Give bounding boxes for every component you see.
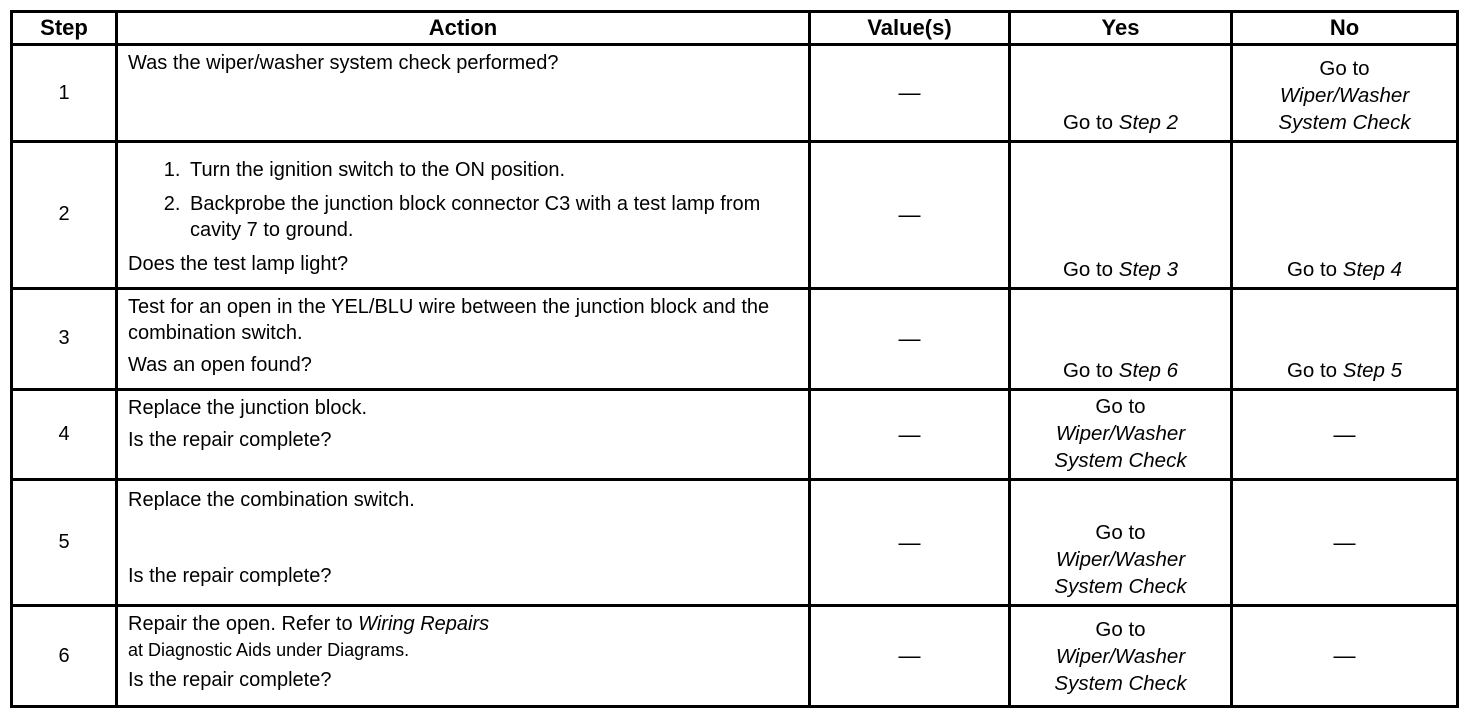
step-number: 1 [12, 45, 117, 142]
wiring-repairs-link[interactable]: Wiring Repairs [358, 613, 490, 636]
yes-cell[interactable]: Go to Wiper/Washer System Check [1010, 389, 1232, 480]
action-question: Is the repair complete? [128, 565, 332, 588]
action-question: Does the test lamp light? [128, 252, 349, 275]
action-text: Replace the combination switch. [128, 489, 415, 512]
no-cell[interactable]: Go to Step 5 [1232, 288, 1458, 389]
action-cell [117, 480, 810, 606]
header-action: Action [117, 12, 810, 45]
no-cell[interactable]: Go to Wiper/Washer System Check [1232, 45, 1458, 142]
step-number: 4 [12, 389, 117, 480]
action-cell [117, 606, 810, 707]
header-yes: Yes [1010, 12, 1232, 45]
yes-cell[interactable]: Go to Step 3 [1010, 141, 1232, 288]
instruction-item: 1. Turn the ignition switch to the ON position. [186, 157, 798, 183]
action-cell [117, 288, 810, 389]
instruction-item: 2. Backprobe the junction block connector C3 with a test lamp from cavity 7 to ground. [186, 191, 798, 243]
action-question: Was the wiper/washer system check performed? [128, 52, 559, 75]
value-cell: — [810, 480, 1010, 606]
yes-cell[interactable]: Go to Step 2 [1010, 45, 1232, 142]
no-cell: — [1232, 606, 1458, 707]
step-number: 2 [12, 141, 117, 288]
action-question: Is the repair complete? [128, 669, 332, 692]
action-text: Replace the junction block. [128, 396, 368, 419]
action-text: Test for an open in the YEL/BLU wire between the junction block and the combination switch. [128, 295, 770, 344]
no-cell: — [1232, 389, 1458, 480]
header-step: Step [12, 12, 117, 45]
value-cell: — [810, 141, 1010, 288]
action-text-secondary: at Diagnostic Aids under Diagrams. [128, 640, 410, 661]
table-row [12, 141, 1458, 288]
table-row [12, 480, 1458, 606]
header-row [12, 12, 1458, 45]
value-cell: — [810, 288, 1010, 389]
action-cell [117, 45, 810, 142]
instruction-list [128, 157, 798, 243]
table-row [12, 389, 1458, 480]
table-row [12, 606, 1458, 707]
value-cell: — [810, 45, 1010, 142]
no-cell[interactable]: Go to Step 4 [1232, 141, 1458, 288]
action-question: Was an open found? [128, 353, 312, 376]
yes-cell[interactable]: Go to Wiper/Washer System Check [1010, 606, 1232, 707]
yes-cell[interactable]: Go to Wiper/Washer System Check [1010, 480, 1232, 606]
action-cell [117, 389, 810, 480]
header-no: No [1232, 12, 1458, 45]
step-number: 5 [12, 480, 117, 606]
header-values: Value(s) [810, 12, 1010, 45]
step-number: 3 [12, 288, 117, 389]
value-cell: — [810, 606, 1010, 707]
value-cell: — [810, 389, 1010, 480]
action-cell [117, 141, 810, 288]
table-row [12, 45, 1458, 142]
action-question: Is the repair complete? [128, 428, 332, 451]
action-text: Repair the open. Refer to Wiring Repairs [128, 613, 490, 636]
step-number: 6 [12, 606, 117, 707]
no-cell: — [1232, 480, 1458, 606]
yes-cell[interactable]: Go to Step 6 [1010, 288, 1232, 389]
table-row [12, 288, 1458, 389]
diagnostic-table [10, 10, 1459, 708]
